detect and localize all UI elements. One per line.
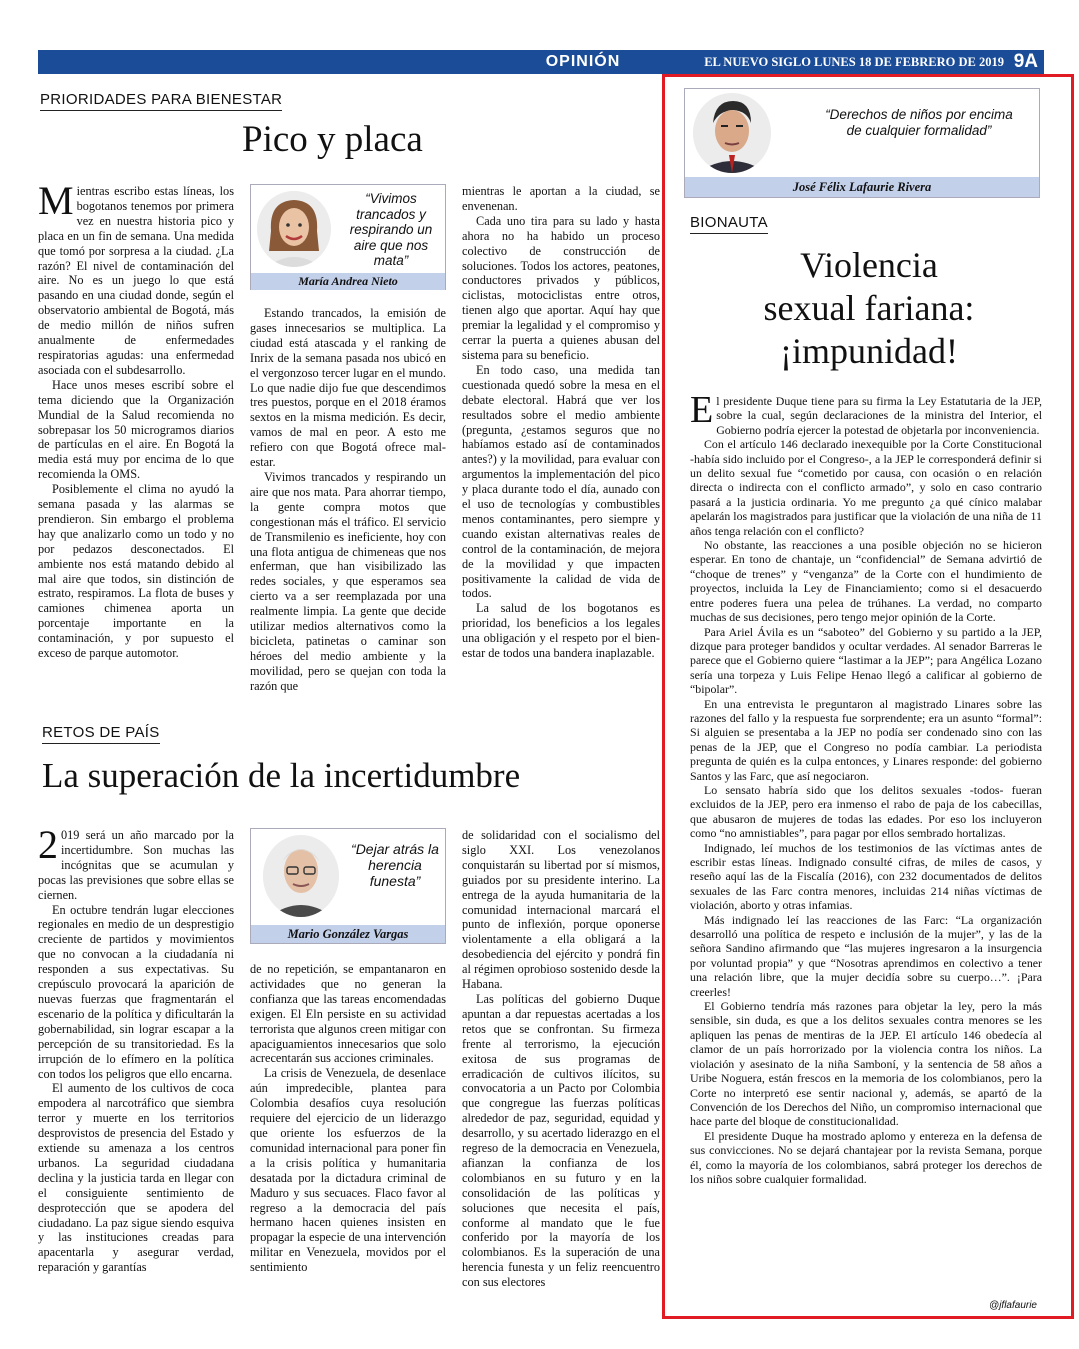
paragraph: de solidaridad con el socialismo del siglo XXI. Los venezolanos conquistarán su libertad por sí mismos, guiados por su presidente interino. La entrega de la ayuda humanitaria de la comunidad internacional marcará el punto de inflexión, porque oponerse violentamente a ella obligará a la desobediencia del ejército y pondrá fin al régimen oprobioso sostenido desde la Habana. (462, 828, 660, 992)
author-portrait-icon (693, 93, 771, 173)
article2-column-1 (38, 828, 234, 1298)
paragraph: Indignado, leí muchos de los testimonios de las víctimas antes de escribir estas líneas. Indignado consulté cifras, de miles de casos, y reseño aquí las de la Fiscalía (2016), con 232 documentados de delitos sexuales de las Farc contra menores, incluidas 214 niñas víctimas de violación, aborto y otras infamias. (690, 840, 1042, 913)
article3-kicker: BIONAUTA (690, 214, 768, 234)
pull-quote: “Dejar atrás la herencia funesta” (351, 841, 439, 889)
headline-line: sexual fariana: (763, 288, 975, 328)
paragraph: En todo caso, una medida tan cuestionada quedó sobre la mesa en el debate electoral. Habrá que ver los resultados sobre el medio ambiente (pregunta, ¿estamos seguros que no habíamos estado así de contaminados antes?) y la movilidad, para evaluar con argumentos la implementación del pico y placa durante todo el día, aunado con el uso de tecnologías y combustibles menos contaminantes, pero siempre y cuando existan alternativas reales de control de la contaminación, de mejora de la movilidad y que impacten positivamente la calidad de vida de todos. (462, 362, 660, 601)
drop-cap: M (38, 184, 74, 223)
article2-column-3 (462, 828, 660, 1298)
paragraph: La salud de los bogotanos es prioridad, los beneficios a los legales una obligación y el respeto por el bien-estar de todos una bandera inaplazable. (462, 601, 660, 661)
author-handle: @jflafaurie (989, 1300, 1037, 1311)
headline-line: Violencia (800, 245, 938, 285)
paragraph: Posiblemente el clima no ayudó la semana pasada y las alarmas se prendieron. Sin embargo el problema hay que analizarlo como un todo y no por pedazos desconectados. El ambiente nos está matando debido al mal aire que todos, sin distinción de estrato, respiramos. La flota de buses y camiones chimenea aporta un porcentaje importante en la contaminación, y por supuesto el exceso de parque automotor. (38, 482, 234, 661)
newspaper-date: EL NUEVO SIGLO LUNES 18 DE FEBRERO DE 2019 (704, 55, 1004, 69)
author-name: Mario González Vargas (251, 925, 445, 943)
paragraph: En una entrevista le preguntaron al magistrado Linares sobre las razones del fallo y la respuesta fue sorprendente; era un asunto “formal”: Si alguien se presentaba a la JEP no podía ser condenado sino con las penas de la JEP, que el Congreso no podía cambiar. La periodista pregunta de quién es la culpa entonces, y Linares responde: del gobierno Santos y las Farc, que así negociaron. (690, 696, 1042, 783)
page-number: 9A (1013, 51, 1038, 72)
headline-line: ¡impunidad! (780, 331, 958, 371)
article1-column-1 (38, 184, 234, 696)
paragraph: Las políticas del gobierno Duque apuntan a dar repuestas acertadas a los retos que se confrontan. Su firmeza frente al terrorismo, la ejecución exitosa de sus programas de erradicación de cultivos ilícitos, su convocatoria a un Pacto por Colombia que congregue las fuerzas políticas alrededor de paz, seguridad, equidad y desarrollo, y su acertado liderazgo en el regreso de la democracia en Venezuela, afianzan la confianza de los colombianos en su futuro y en la consolidación de las políticas y soluciones que necesita el país, conforme al mandato que le fue conferido por la mayoría de los colombianos. Es la superación de una herencia funesta y un feliz reencuentro con sus electores (462, 991, 660, 1290)
article1-column-3 (462, 184, 660, 696)
paragraph: Estando trancados, la emisión de gases innecesarios se multiplica. La ciudad está atascada y el ranking de Inrix de la semana pasada nos ubicó en el vergonzoso tercer lugar en el mundo. Lo que nadie dijo fue que descendimos tres puestos, porque en el 2018 éramos sextos en la misma medición. Es decir, vamos de mal en peor. A esto me refiero con que Bogotá ofrece mal-estar. (250, 306, 446, 470)
paragraph: Mientras escribo estas líneas, los bogotanos tenemos por primera vez en nuestra historia pico y placa en un fin de semana. Una medida que tomó por sorpresa a la ciudad. ¿La razón? El nivel de contaminación del aire. No es un juego lo que está pasando en una ciudad donde, según el observatorio ambiental de Bogotá, más de medio millón de niños sufren anualmente de enfermedades respiratorias agudas: una enfermedad asociada con el subdesarrollo. (38, 184, 234, 377)
article1-column-2 (250, 306, 446, 696)
paragraph: mientras le aportan a la ciudad, se envenenan. (462, 184, 660, 213)
article2-column-2 (250, 962, 446, 1298)
author-name: José Félix Lafaurie Rivera (685, 177, 1039, 197)
paragraph: El presidente Duque ha mostrado aplomo y entereza en la defensa de sus convicciones. No se dejará chantajear por la revista Semana, porque él, como la mayoría de los colombianos, sabrá proteger los derechos de los niños sobre cualquier formalidad. (690, 1128, 1042, 1186)
article1-headline: Pico y placa (242, 119, 423, 160)
article2-headline: La superación de la incertidumbre (42, 756, 521, 795)
paragraph: La crisis de Venezuela, de desenlace aún impredecible, plantea para Colombia desafíos cuya resolución requiere del ejercicio de un liderazgo que oriente los esfuerzos de la comunidad internacional para poner fin a la crisis política y humanitaria desatada por la dictadura criminal de Maduro y sus secuaces. Flaco favor al regreso a la democracia del país hermano hacen quienes insisten en propagar la especie de una intervención militar en Venezuela, movidos por el sentimiento (250, 1066, 446, 1275)
article2-kicker: RETOS DE PAÍS (42, 724, 160, 744)
section-title: OPINIÓN (545, 53, 621, 70)
drop-cap: E (690, 394, 714, 431)
article1-quote-box (250, 184, 446, 290)
paragraph: Para Ariel Ávila es un “saboteo” del Gobierno y su partido a la JEP, dizque para proteger bandidos y ocultar verdades. Al senador Barreras le parece que el Gobierno quiere “lastimar a la JEP”; para Angélica Lozano sería una torpeza y Luis Felipe Henao llegó a calificar al gobierno de “bipolar”. (690, 624, 1042, 697)
author-portrait-icon (257, 191, 331, 267)
article3-headline (680, 244, 1058, 373)
paragraph: Vivimos trancados y respirando un aire que nos mata. Para ahorrar tiempo, la gente compra motos que congestionan más el tráfico. El servicio de Transmilenio es ineficiente, hoy con una flota antigua de chimeneas que nos enferman, que han visibilizado las redes sociales, y que esperamos sea cierto va a ser reemplazada por una realmente limpia. La gente que decide utilizar medios alternativos como la bicicleta, patinetas o caminar son héroes del medio ambiente y la movilidad, pero se quejan con toda la razón que (250, 469, 446, 693)
author-portrait-icon (263, 835, 339, 917)
paragraph: El aumento de los cultivos de coca empodera al narcotráfico que siembra terror y muerte en los territorios desprovistos de presencia del Estado y extiende su amenaza a los centros urbanos. La seguridad ciudadana declina y la justicia tarda en llegar con el consiguiente sentimiento de desprotección que se apodera del ciudadano. La paz sigue siendo esquiva y las instituciones creadas para apacentarla y asegurar verdad, reparación y garantías (38, 1081, 234, 1275)
paragraph: El Gobierno tendría más razones para objetar la ley, pero la más sensible, sin duda, es que a los delitos sexuales contra menores se les apliquen las penas de mentiras de la JEP. El artículo 146 obedecía al clamor de un país horrorizado por la violencia contra los niños. La violación y asesinato de la niña Samboní, y la sentencia de 58 años a Uribe Noguera, están frescos en la memoria de los colombianos, pero la Corte no interpretó ese sentir nacional y, además, se apartó de la Convención de los Derechos del Niño, un compromiso internacional que hace parte del bloque de constitucionalidad. (690, 999, 1042, 1129)
drop-cap: 2 (38, 828, 58, 867)
paragraph: Hace unos meses escribí sobre el tema diciendo que la Organización Mundial de la Salud recomienda no sobrepasar los 50 microgramos diarios de partículas en el aire. En Bogotá la media está muy por encima de lo que recomienda la OMS. (38, 377, 234, 482)
article3-quote-box (684, 88, 1040, 198)
article2-quote-box (250, 828, 446, 944)
paragraph: Con el artículo 146 declarado inexequible por la Corte Constitucional -había sido incluido por el Congreso-, a la JEP le corresponderá definir si un delito sexual fue “cometido por causa, con ocasión o en relación directa o indirecta con el conflicto armado”, y solo en caso contrario pasará a la justicia ordinaria. Yo me pregunto ¿a qué cínico malabar apelarán los magistrados para justificar que la violación de una niña de 11 años tenga relación con el conflicto? (690, 437, 1042, 538)
paragraph: de no repetición, se empantanaron en actividades que no generan la confianza que las tareas encomendadas exigen. El Eln persiste en su actividad terrorista que algunos creen mitigar con apaciguamientos innecesarios que solo acrecentarán sus acciones criminales. (250, 962, 446, 1066)
paragraph: No obstante, las reacciones a una posible objeción no se hicieron esperar. En tono de chantaje, un “confidencial” de Semana advirtió de “choque de trenes” y “venganza” de la Corte con el hundimiento de proyectos, incluida la Ley de Financiamiento; como si el desacuerdo entre poderes fuera una pelea de trúhanes. La verdad, no comparto muchas de sus decisiones, pero tengo mejor opinión de la Corte. (690, 538, 1042, 625)
paragraph: Más indignado leí las reacciones de las Farc: “La organización desarrolló una política de respeto e inclusión de la mujer”, y las de la señora Sandino afirmando que “las mujeres ingresaron a la insurgencia por voluntad propia” y que “Nosotras aprendimos en colectivo a tener una relación libre, que la mujer decidía sobre su cuerpo…”. ¡Para creerles! (690, 912, 1042, 999)
pull-quote: “Derechos de niños por encima de cualquier formalidad” (825, 107, 1013, 138)
article3-body (690, 394, 1042, 1302)
article1-kicker: PRIORIDADES PARA BIENESTAR (40, 91, 282, 111)
paragraph: El presidente Duque tiene para su firma la Ley Estatutaria de la JEP, sobre la cual, según declaraciones de la ministra del Interior, el Gobierno podría ejercer la potestad de objetarla por inconveniencia. (690, 394, 1042, 437)
paragraph: Cada uno tira para su lado y hasta ahora no ha habido un proceso colectivo de construcción de soluciones. Todos los actores, peatones, conductores privados y públicos, ciclistas, motociclistas entre otros, tienen algo que aportar. Aquí hay que premiar la legalidad y el compromiso y cerrar la puerta a quienes abusan del sistema para su beneficio. (462, 213, 660, 362)
paragraph: En octubre tendrán lugar elecciones regionales en medio de un desprestigio creciente de partidos y movimientos que no convocan a la ciudadanía ni responden a sus expectativas. Su crepúsculo provocará la aparición de nuevas fuerzas que fragmentarán el escenario de la política y dificultarán la gobernabilidad, sin lograr escapar a la percepción de su transitoriedad. Es la irrupción de lo efímero en la política con todos los peligros que ello encarna. (38, 902, 234, 1081)
pull-quote: “Vivimos trancados y respirando un aire que nos mata” (349, 191, 433, 268)
paragraph: 2 019 será un año marcado por la incertidumbre. Son muchas las incógnitas que se acumulan y pocas las previsiones que sobre ellas se ciernen. (38, 828, 234, 902)
author-name: María Andrea Nieto (251, 273, 445, 290)
section-header-bar (38, 50, 1044, 74)
paragraph: Lo sensato habría sido que los delitos sexuales -todos- fueran excluidos de la JEP, pero era inmenso el rabo de paja de los cabecillas, que abusaron de mujeres de todas las edades. Por eso los incluyeron como “no amnistiables”, para pagar por ellos sembrado hortalizas. (690, 782, 1042, 841)
